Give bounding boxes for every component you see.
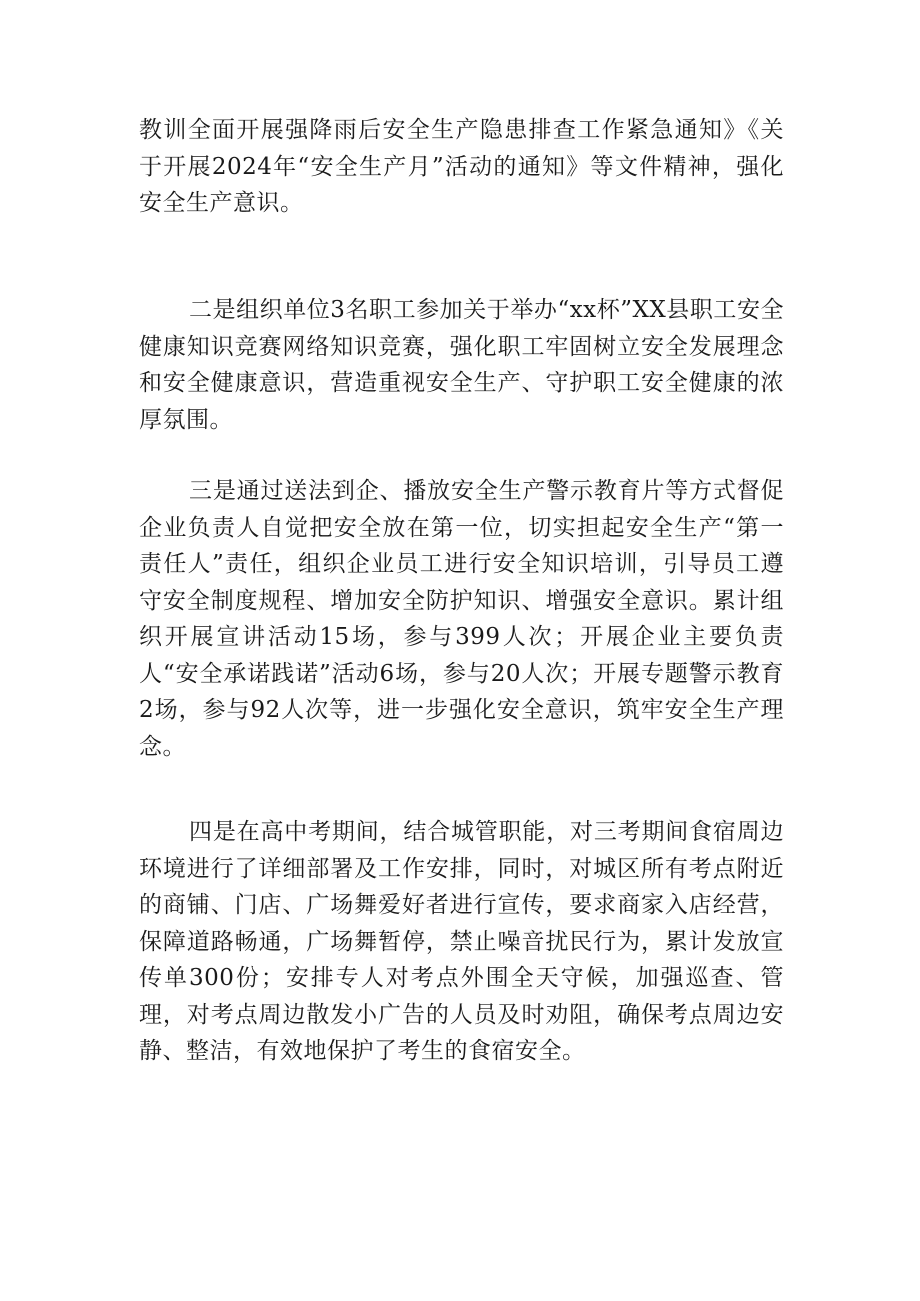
paragraph-item-two: 二是组织单位3名职工参加关于举办“xx杯”XX县职工安全健康知识竞赛网络知识竞赛，强化职工牢固树立安全发展理念和安全健康意识，营造重视安全生产、守护职工安全健康的浓厚氛围。 [139, 297, 784, 433]
paragraph-continuation: 教训全面开展强降雨后安全生产隐患排查工作紧急通知》《关于开展2024年“安全生产月”活动的通知》等文件精神，强化安全生产意识。 [139, 117, 784, 216]
paragraph-item-four: 四是在高中考期间，结合城管职能，对三考期间食宿周边环境进行了详细部署及工作安排，同时，对城区所有考点附近的商铺、门店、广场舞爱好者进行宣传，要求商家入店经营，保障道路畅通，广场舞暂停，禁止噪音扰民行为，累计发放宣传单300份；安排专人对考点外围全天守候，加强巡查、管理，对考点周边散发小广告的人员及时劝阻，确保考点周边安静、整洁，有效地保护了考生的食宿安全。 [139, 819, 784, 1064]
paragraph-item-three: 三是通过送法到企、播放安全生产警示教育片等方式督促企业负责人自觉把安全放在第一位，切实担起安全生产“第一责任人”责任，组织企业员工进行安全知识培训，引导员工遵守安全制度规程、增加安全防护知识、增强安全意识。累计组织开展宣讲活动15场，参与399人次；开展企业主要负责人“安全承诺践诺”活动6场，参与20人次；开展专题警示教育2场，参与92人次等，进一步强化安全意识，筑牢安全生产理念。 [139, 478, 784, 760]
